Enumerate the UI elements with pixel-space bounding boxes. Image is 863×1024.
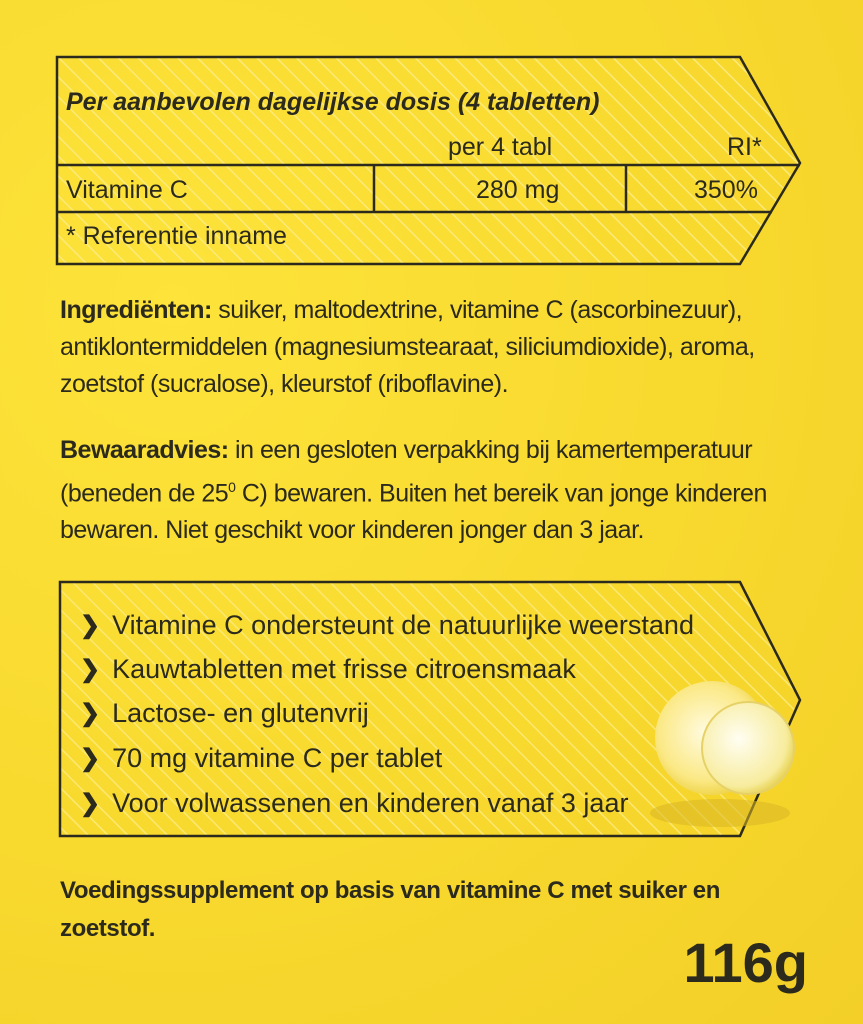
net-weight: 116g	[683, 931, 808, 994]
ingredients-paragraph	[60, 292, 820, 403]
claim-item	[80, 654, 576, 685]
chevron-right-icon: ❯	[80, 745, 101, 772]
storage-paragraph	[60, 432, 820, 549]
row-ri-vitamin-c: 350%	[694, 176, 758, 204]
claim-item	[80, 698, 369, 729]
claim-text: Voor volwassenen en kinderen vanaf 3 jaar	[112, 788, 629, 818]
claim-text: Vitamine C ondersteunt de natuurlijke weerstand	[112, 610, 694, 640]
column-header-per-dose: per 4 tabl	[448, 133, 553, 161]
claim-text: 70 mg vitamine C per tablet	[112, 743, 443, 773]
claim-text: Kauwtabletten met frisse citroensmaak	[112, 654, 576, 684]
storage-label: Bewaaradvies:	[60, 436, 229, 464]
chevron-right-icon: ❯	[80, 656, 101, 683]
claim-item	[80, 788, 628, 819]
storage-text-after: C) bewaren. Buiten het bereik van jonge kinderen bewaren. Niet geschikt voor kinderen jonger dan 3 jaar.	[60, 479, 767, 545]
row-label-vitamin-c: Vitamine C	[66, 176, 188, 204]
storage-text-before: in een gesloten verpakking bij kamertemperatuur (beneden de 25	[60, 436, 753, 508]
chevron-right-icon: ❯	[80, 700, 101, 727]
chevron-right-icon: ❯	[80, 612, 101, 639]
claim-item	[80, 743, 442, 774]
ingredients-text: suiker, maltodextrine, vitamine C (ascorbinezuur), antiklontermiddelen (magnesiumstearaat, siliciumdioxide), aroma, zoetstof (sucralose), kleurstof (riboflavine).	[60, 296, 755, 398]
chevron-right-icon: ❯	[80, 790, 101, 817]
row-amount-vitamin-c: 280 mg	[476, 176, 560, 204]
supplement-description: Voedingssupplement op basis van vitamine C met suiker en zoetstof.	[60, 877, 721, 942]
column-header-ri: RI*	[727, 133, 762, 161]
table-footnote: * Referentie inname	[66, 222, 287, 250]
nutrition-table	[0, 0, 863, 270]
claim-text: Lactose- en glutenvrij	[112, 698, 369, 728]
degree-superscript: 0	[228, 479, 236, 495]
claim-item	[80, 610, 694, 641]
ingredients-label: Ingrediënten:	[60, 296, 212, 324]
table-title: Per aanbevolen dagelijkse dosis (4 tabletten)	[66, 88, 600, 116]
